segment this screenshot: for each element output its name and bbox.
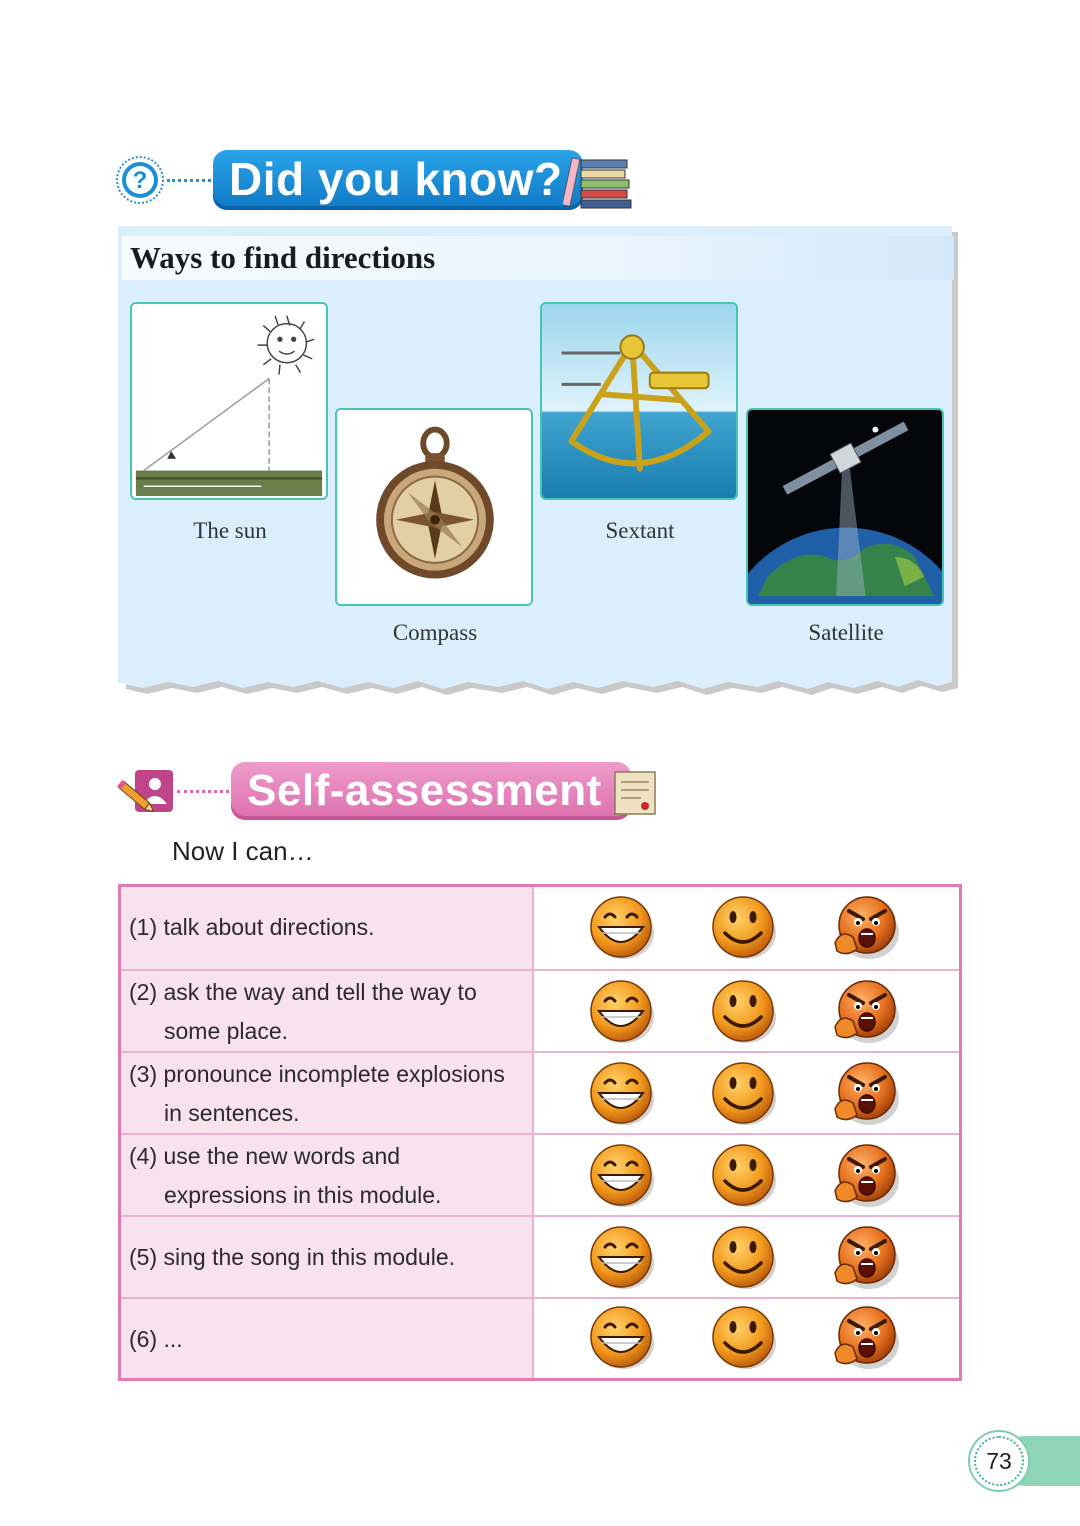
angry-face-icon[interactable] xyxy=(831,893,901,963)
table-row xyxy=(121,1133,959,1215)
grinning-face-icon[interactable] xyxy=(587,977,657,1047)
pencil-person-icon xyxy=(115,766,177,818)
statement-line-2: some place. xyxy=(164,1018,289,1044)
angry-face-icon[interactable] xyxy=(831,1223,901,1293)
directions-info-panel xyxy=(118,226,958,700)
compass-photo xyxy=(335,408,533,606)
books-icon xyxy=(563,152,633,210)
statement-line-1: (4) use the new words and xyxy=(129,1143,401,1169)
statement-line-1: (2) ask the way and tell the way to xyxy=(129,979,477,1005)
now-i-can-intro: Now I can… xyxy=(172,836,314,866)
sun-shadow-icon xyxy=(132,304,326,498)
table-row xyxy=(121,887,959,969)
statement-cell xyxy=(121,1135,534,1215)
self-assessment-header xyxy=(115,760,675,826)
did-you-know-header xyxy=(115,148,635,214)
smiling-face-icon[interactable] xyxy=(709,1223,779,1293)
table-row xyxy=(121,1215,959,1297)
grinning-face-icon[interactable] xyxy=(587,1303,657,1373)
angry-face-icon[interactable] xyxy=(831,1141,901,1211)
statement-cell xyxy=(121,1217,534,1297)
statement-line-1: (6) ... xyxy=(129,1326,183,1352)
grinning-face-icon[interactable] xyxy=(587,893,657,963)
table-row xyxy=(121,1297,959,1378)
statement-line-1: (1) talk about directions. xyxy=(129,914,375,940)
statement-cell xyxy=(121,971,534,1051)
grinning-face-icon[interactable] xyxy=(587,1059,657,1129)
statement-cell xyxy=(121,1299,534,1378)
caption-the-sun: The sun xyxy=(193,518,267,543)
question-mark-icon xyxy=(115,155,165,205)
sextant-photo xyxy=(540,302,738,500)
angry-face-icon[interactable] xyxy=(831,1303,901,1373)
caption-sextant: Sextant xyxy=(605,518,675,543)
caption-satellite: Satellite xyxy=(808,620,884,645)
statement-cell xyxy=(121,1053,534,1133)
statement-line-1: (3) pronounce incomplete explosions xyxy=(129,1061,505,1087)
self-assessment-table xyxy=(118,884,962,1381)
caption-compass: Compass xyxy=(392,620,478,645)
svg-text:?: ? xyxy=(132,167,148,194)
angry-face-icon[interactable] xyxy=(831,977,901,1047)
statement-line-2: in sentences. xyxy=(164,1100,300,1126)
panel-heading: Ways to find directions xyxy=(130,240,436,275)
grinning-face-icon[interactable] xyxy=(587,1223,657,1293)
statement-line-2: expressions in this module. xyxy=(164,1182,442,1208)
smiling-face-icon[interactable] xyxy=(709,1059,779,1129)
smiling-face-icon[interactable] xyxy=(709,1303,779,1373)
statement-line-1: (5) sing the song in this module. xyxy=(129,1244,456,1270)
grinning-face-icon[interactable] xyxy=(587,1141,657,1211)
smiling-face-icon[interactable] xyxy=(709,893,779,963)
table-row xyxy=(121,969,959,1051)
table-row xyxy=(121,1051,959,1133)
angry-face-icon[interactable] xyxy=(831,1059,901,1129)
sextant-icon xyxy=(542,304,736,498)
compass-icon xyxy=(337,410,531,604)
smiling-face-icon[interactable] xyxy=(709,977,779,1047)
scroll-icon xyxy=(611,768,659,818)
satellite-icon xyxy=(748,410,942,604)
did-you-know-title: Did you know? xyxy=(229,153,563,205)
page-number: 73 xyxy=(986,1448,1012,1474)
header-dotted-line xyxy=(177,790,229,793)
statement-cell xyxy=(121,887,534,969)
sun-photo xyxy=(130,302,328,500)
smiling-face-icon[interactable] xyxy=(709,1141,779,1211)
satellite-photo xyxy=(746,408,944,606)
header-dotted-line xyxy=(167,179,211,182)
self-assessment-title: Self-assessment xyxy=(247,766,602,815)
